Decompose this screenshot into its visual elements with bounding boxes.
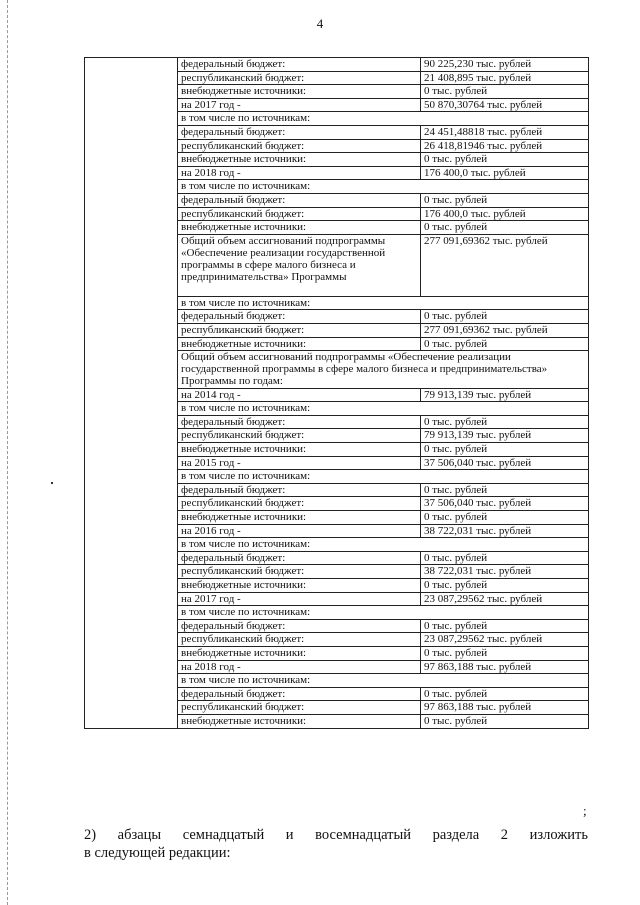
- row-label: в том числе по источникам:: [178, 112, 589, 126]
- blank-left-column-cell: [85, 538, 178, 552]
- blank-left-column-cell: [85, 58, 178, 72]
- row-label: внебюджетные источники:: [178, 85, 421, 99]
- blank-left-column-cell: [85, 483, 178, 497]
- table-row: [85, 58, 589, 72]
- row-label: республиканский бюджет:: [178, 71, 421, 85]
- table-row: [85, 606, 589, 620]
- table-row: [85, 98, 589, 112]
- row-label: федеральный бюджет:: [178, 58, 421, 72]
- row-value: 0 тыс. рублей: [421, 551, 589, 565]
- blank-left-column-cell: [85, 310, 178, 324]
- row-value: 0 тыс. рублей: [421, 619, 589, 633]
- paragraph-line-1: 2) абзацы семнадцатый и восемнадцатый раздела 2 изложить: [84, 827, 588, 843]
- page-number: 4: [316, 16, 324, 31]
- table-row: [85, 388, 589, 402]
- blank-left-column-cell: [85, 606, 178, 620]
- row-value: 0 тыс. рублей: [421, 221, 589, 235]
- table-row: [85, 125, 589, 139]
- table-row: [85, 483, 589, 497]
- table-row: [85, 660, 589, 674]
- table-row: [85, 415, 589, 429]
- row-value: 0 тыс. рублей: [421, 443, 589, 457]
- blank-left-column-cell: [85, 456, 178, 470]
- row-value: 38 722,031 тыс. рублей: [421, 565, 589, 579]
- row-value: 79 913,139 тыс. рублей: [421, 429, 589, 443]
- row-label: в том числе по источникам:: [178, 674, 589, 688]
- blank-left-column-cell: [85, 112, 178, 126]
- blank-left-column-cell: [85, 125, 178, 139]
- row-label: республиканский бюджет:: [178, 139, 421, 153]
- row-label: федеральный бюджет:: [178, 619, 421, 633]
- row-label: республиканский бюджет:: [178, 207, 421, 221]
- paragraph-line-2: в следующей редакции:: [84, 845, 231, 861]
- row-label: внебюджетные источники:: [178, 153, 421, 167]
- blank-left-column-cell: [85, 388, 178, 402]
- row-value: 0 тыс. рублей: [421, 415, 589, 429]
- table-row: [85, 221, 589, 235]
- blank-left-column-cell: [85, 166, 178, 180]
- row-label: внебюджетные источники:: [178, 646, 421, 660]
- row-label: на 2015 год -: [178, 456, 421, 470]
- blank-left-column-cell: [85, 565, 178, 579]
- table-row: [85, 234, 589, 296]
- blank-left-column-cell: [85, 221, 178, 235]
- row-label: на 2018 год -: [178, 660, 421, 674]
- blank-left-column-cell: [85, 234, 178, 296]
- row-value: 37 506,040 тыс. рублей: [421, 497, 589, 511]
- table-row: [85, 538, 589, 552]
- table-row: [85, 714, 589, 728]
- table-row: [85, 166, 589, 180]
- row-value: 79 913,139 тыс. рублей: [421, 388, 589, 402]
- blank-left-column-cell: [85, 180, 178, 194]
- row-label: федеральный бюджет:: [178, 483, 421, 497]
- row-value: 277 091,69362 тыс. рублей: [421, 234, 589, 296]
- table-row: [85, 674, 589, 688]
- row-label: Общий объем ассигнований подпрограммы «Обеспечение реализации государственной программы в сфере малого бизнеса и предпринимательства» Программы по годам:: [178, 351, 589, 389]
- row-value: 23 087,29562 тыс. рублей: [421, 633, 589, 647]
- row-value: 24 451,48818 тыс. рублей: [421, 125, 589, 139]
- table-row: [85, 139, 589, 153]
- table-row: [85, 646, 589, 660]
- row-label: республиканский бюджет:: [178, 429, 421, 443]
- row-label: федеральный бюджет:: [178, 687, 421, 701]
- row-label: в том числе по источникам:: [178, 402, 589, 416]
- amendment-paragraph: [84, 826, 588, 862]
- blank-left-column-cell: [85, 551, 178, 565]
- blank-left-column-cell: [85, 402, 178, 416]
- row-value: 50 870,30764 тыс. рублей: [421, 98, 589, 112]
- table-row: [85, 71, 589, 85]
- blank-left-column-cell: [85, 524, 178, 538]
- table-row: [85, 207, 589, 221]
- row-label: республиканский бюджет:: [178, 701, 421, 715]
- table-row: [85, 310, 589, 324]
- table-row: [85, 687, 589, 701]
- row-label: в том числе по источникам:: [178, 470, 589, 484]
- blank-left-column-cell: [85, 714, 178, 728]
- table-row: [85, 443, 589, 457]
- row-label: федеральный бюджет:: [178, 551, 421, 565]
- table-row: [85, 429, 589, 443]
- blank-left-column-cell: [85, 592, 178, 606]
- row-value: 176 400,0 тыс. рублей: [421, 207, 589, 221]
- blank-left-column-cell: [85, 337, 178, 351]
- table-row: [85, 633, 589, 647]
- blank-left-column-cell: [85, 701, 178, 715]
- row-value: 0 тыс. рублей: [421, 153, 589, 167]
- blank-left-column-cell: [85, 619, 178, 633]
- table-row: [85, 592, 589, 606]
- scan-artifact-dot: [51, 482, 53, 484]
- blank-left-column-cell: [85, 153, 178, 167]
- row-value: 0 тыс. рублей: [421, 511, 589, 525]
- table-row: [85, 402, 589, 416]
- table-row: [85, 524, 589, 538]
- table-row: [85, 323, 589, 337]
- row-value: 0 тыс. рублей: [421, 579, 589, 593]
- row-value: 0 тыс. рублей: [421, 310, 589, 324]
- blank-left-column-cell: [85, 98, 178, 112]
- table-row: [85, 470, 589, 484]
- row-label: внебюджетные источники:: [178, 443, 421, 457]
- table-row: [85, 351, 589, 389]
- row-value: 0 тыс. рублей: [421, 687, 589, 701]
- table-row: [85, 551, 589, 565]
- row-label: республиканский бюджет:: [178, 323, 421, 337]
- row-value: 0 тыс. рублей: [421, 337, 589, 351]
- row-label: в том числе по источникам:: [178, 606, 589, 620]
- blank-left-column-cell: [85, 193, 178, 207]
- blank-left-column-cell: [85, 443, 178, 457]
- blank-left-column-cell: [85, 85, 178, 99]
- row-label: в том числе по источникам:: [178, 538, 589, 552]
- table-row: [85, 337, 589, 351]
- row-label: на 2017 год -: [178, 592, 421, 606]
- row-value: 0 тыс. рублей: [421, 193, 589, 207]
- row-value: 97 863,188 тыс. рублей: [421, 701, 589, 715]
- blank-left-column-cell: [85, 511, 178, 525]
- closing-semicolon: ;: [583, 803, 587, 818]
- row-value: 277 091,69362 тыс. рублей: [421, 323, 589, 337]
- table-row: [85, 296, 589, 310]
- row-value: 21 408,895 тыс. рублей: [421, 71, 589, 85]
- row-label: в том числе по источникам:: [178, 296, 589, 310]
- row-label: Общий объем ассигнований подпрограммы «Обеспечение реализации государственной программы в сфере малого бизнеса и предпринимательства» Программы: [178, 234, 421, 296]
- table-row: [85, 701, 589, 715]
- blank-left-column-cell: [85, 323, 178, 337]
- row-label: внебюджетные источники:: [178, 511, 421, 525]
- row-value: 97 863,188 тыс. рублей: [421, 660, 589, 674]
- blank-left-column-cell: [85, 351, 178, 389]
- blank-left-column-cell: [85, 497, 178, 511]
- row-label: республиканский бюджет:: [178, 497, 421, 511]
- row-value: 37 506,040 тыс. рублей: [421, 456, 589, 470]
- row-value: 0 тыс. рублей: [421, 714, 589, 728]
- table-row: [85, 565, 589, 579]
- row-label: федеральный бюджет:: [178, 193, 421, 207]
- row-label: федеральный бюджет:: [178, 415, 421, 429]
- row-value: 23 087,29562 тыс. рублей: [421, 592, 589, 606]
- blank-left-column-cell: [85, 646, 178, 660]
- blank-left-column-cell: [85, 139, 178, 153]
- blank-left-column-cell: [85, 470, 178, 484]
- row-label: на 2014 год -: [178, 388, 421, 402]
- blank-left-column-cell: [85, 660, 178, 674]
- row-label: республиканский бюджет:: [178, 633, 421, 647]
- table-row: [85, 193, 589, 207]
- row-label: федеральный бюджет:: [178, 310, 421, 324]
- blank-left-column-cell: [85, 674, 178, 688]
- blank-left-column-cell: [85, 633, 178, 647]
- row-value: 90 225,230 тыс. рублей: [421, 58, 589, 72]
- row-value: 26 418,81946 тыс. рублей: [421, 139, 589, 153]
- row-value: 176 400,0 тыс. рублей: [421, 166, 589, 180]
- row-value: 0 тыс. рублей: [421, 646, 589, 660]
- blank-left-column-cell: [85, 415, 178, 429]
- blank-left-column-cell: [85, 687, 178, 701]
- row-label: внебюджетные источники:: [178, 714, 421, 728]
- table-row: [85, 456, 589, 470]
- row-label: в том числе по источникам:: [178, 180, 589, 194]
- blank-left-column-cell: [85, 429, 178, 443]
- blank-left-column-cell: [85, 71, 178, 85]
- blank-left-column-cell: [85, 579, 178, 593]
- table-row: [85, 153, 589, 167]
- row-label: на 2017 год -: [178, 98, 421, 112]
- row-label: внебюджетные источники:: [178, 579, 421, 593]
- blank-left-column-cell: [85, 207, 178, 221]
- table-row: [85, 497, 589, 511]
- row-label: на 2016 год -: [178, 524, 421, 538]
- table-row: [85, 112, 589, 126]
- table-row: [85, 579, 589, 593]
- table-row: [85, 85, 589, 99]
- blank-left-column-cell: [85, 296, 178, 310]
- row-label: на 2018 год -: [178, 166, 421, 180]
- row-value: 0 тыс. рублей: [421, 85, 589, 99]
- table-row: [85, 511, 589, 525]
- row-label: внебюджетные источники:: [178, 337, 421, 351]
- row-label: внебюджетные источники:: [178, 221, 421, 235]
- row-label: республиканский бюджет:: [178, 565, 421, 579]
- table-row: [85, 180, 589, 194]
- row-value: 0 тыс. рублей: [421, 483, 589, 497]
- table-row: [85, 619, 589, 633]
- budget-table: [84, 57, 589, 729]
- row-label: федеральный бюджет:: [178, 125, 421, 139]
- row-value: 38 722,031 тыс. рублей: [421, 524, 589, 538]
- scan-margin-line: [7, 0, 8, 905]
